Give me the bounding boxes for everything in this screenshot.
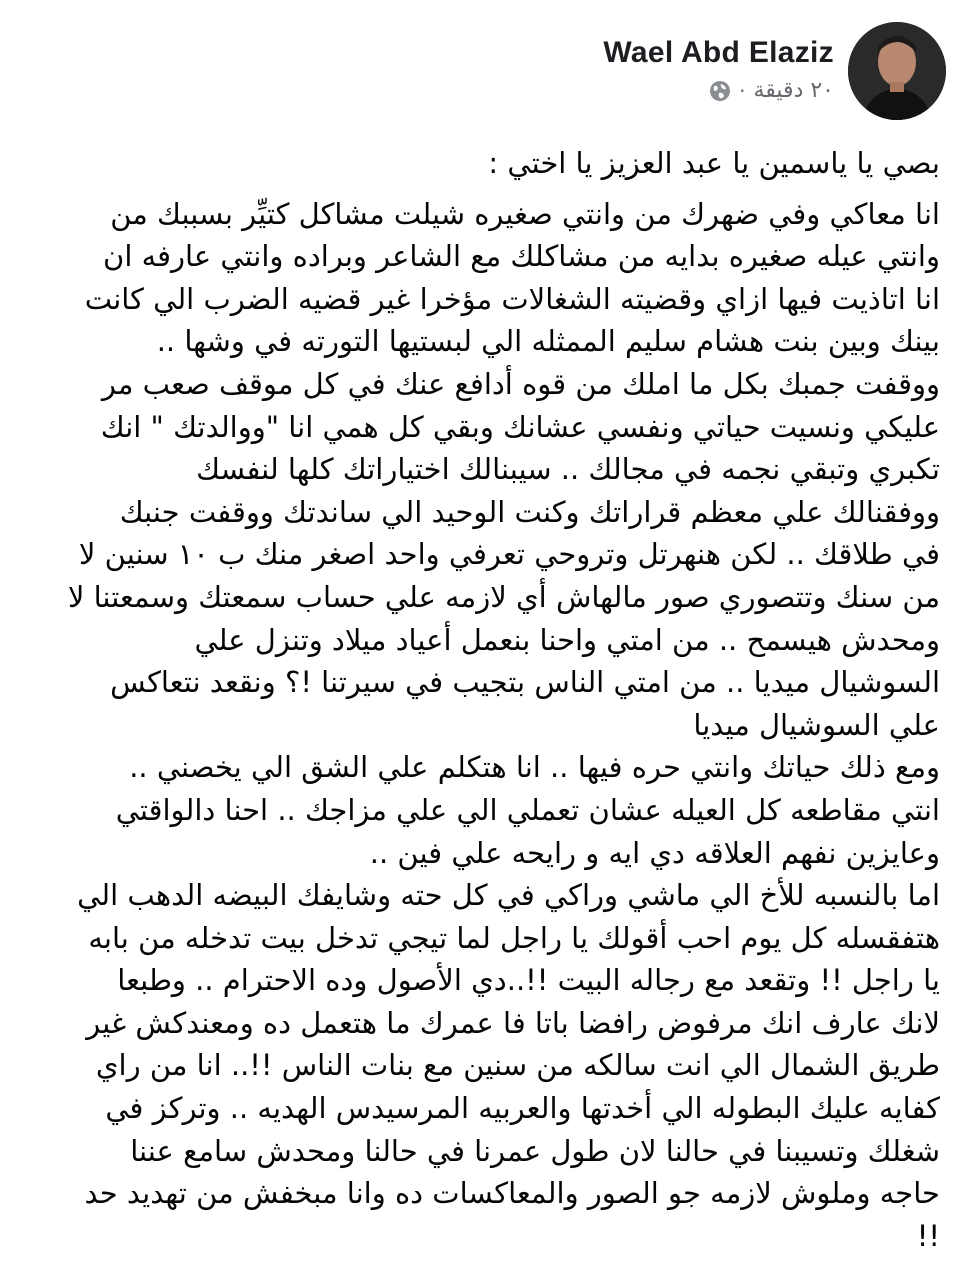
post-line: ومحدش هيسمح .. من امتي واحنا بنعمل أعياد ميلاد وتنزل علي (194, 622, 940, 657)
globe-icon[interactable] (709, 80, 731, 102)
post-line: عليكي ونسيت حياتي ونفسي عشانك وبقي كل همي انا "ووالدتك " انك (100, 409, 940, 444)
post-header (22, 22, 946, 122)
post-line: ووقفت جمبك بكل ما املك من قوه أدافع عنك في كل موقف صعب مر (101, 366, 940, 401)
post-line: انا معاكي وفي ضهرك من وانتي صغيره شيلت مشاكل كتيِّر بسببك من (110, 196, 940, 231)
post-header-text (603, 22, 834, 103)
post-line: تكبري وتبقي نجمه في مجالك .. سيبنالك اختياراتك كلها لنفسك (196, 452, 940, 487)
post-line: حاجه وملوش لازمه جو الصور والمعاكسات ده وانا مبخفش من تهديد حد (84, 1176, 940, 1211)
avatar[interactable] (848, 22, 946, 120)
post-line: طريق الشمال الي انت سالكه من سنين مع بنات الناس !!.. انا من راي (95, 1048, 940, 1083)
author-name[interactable]: Wael Abd Elaziz (603, 36, 834, 69)
post-line: بصي يا ياسمين يا عبد العزيز يا اختي : (488, 146, 940, 180)
post-line: شغلك وتسيبنا في حالنا لان طول عمرنا في حالنا ومحدش سامع عننا (130, 1133, 940, 1168)
post-line: في طلاقك .. لكن هنهرتل وتروحي تعرفي واحد اصغر منك ب ١٠ سنين لا (78, 537, 940, 572)
post-line: ووفقنالك علي معظم قراراتك وكنت الوحيد الي ساندتك ووقفت جنبك (119, 494, 940, 529)
post-line: يا راجل !! وتقعد مع رجاله البيت !!..دي الأصول وده الاحترام .. وطبعا (117, 963, 940, 998)
post-line: هتفقسله كل يوم احب أقولك يا راجل لما تيجي تدخل بيت تدخله من بابه (88, 920, 940, 955)
post-line: كفايه عليك البطوله الي أخدتها والعربيه المرسيدس الهديه .. وتركز في (105, 1091, 940, 1126)
post-line: السوشيال ميديا .. من امتي الناس بتجيب في سيرتنا !؟ ونقعد نتعاكس (110, 665, 940, 700)
post-line: اما بالنسبه للأخ الي ماشي وراكي في كل حته وشايفك البيضه الدهب الي (77, 878, 940, 913)
post-text (22, 142, 940, 1257)
post-line: من سنك وتتصوري صور مالهاش أي لازمه علي حساب سمعتك وسمعتنا لا (67, 579, 940, 614)
post-line: انا اتاذيت فيها ازاي وقضيته الشغالات مؤخرا غير قضيه الضرب الي كانت (84, 281, 940, 316)
post-line: علي السوشيال ميديا (693, 707, 940, 742)
meta-separator: · (739, 78, 746, 103)
post-meta (709, 78, 834, 103)
post-line: ومع ذلك حياتك وانتي حره فيها .. انا هتكلم علي الشق الي يخصني .. (129, 750, 940, 785)
post-line: !! (916, 1218, 940, 1253)
post-line: وانتي عيله صغيره بدايه من مشاكلك مع الشاعر وبراده وانتي عارفه ان (103, 239, 940, 274)
post-line: لانك عارف انك مرفوض رافضا باتا فا عمرك ما هتعمل ده ومعندكش غير (86, 1005, 940, 1040)
post-line: بينك وبين بنت هشام سليم الممثله الي لبستيها التورته في وشها .. (156, 324, 940, 359)
post-timestamp[interactable]: ٢٠ دقيقة (753, 78, 834, 103)
avatar-photo (848, 22, 946, 120)
post-line: وعايزين نفهم العلاقه دي ايه و رايحه علي فين .. (369, 835, 940, 870)
post-line: انتي مقاطعه كل العيله عشان تعملي الي علي مزاجك .. احنا دالواقتي (115, 792, 940, 827)
